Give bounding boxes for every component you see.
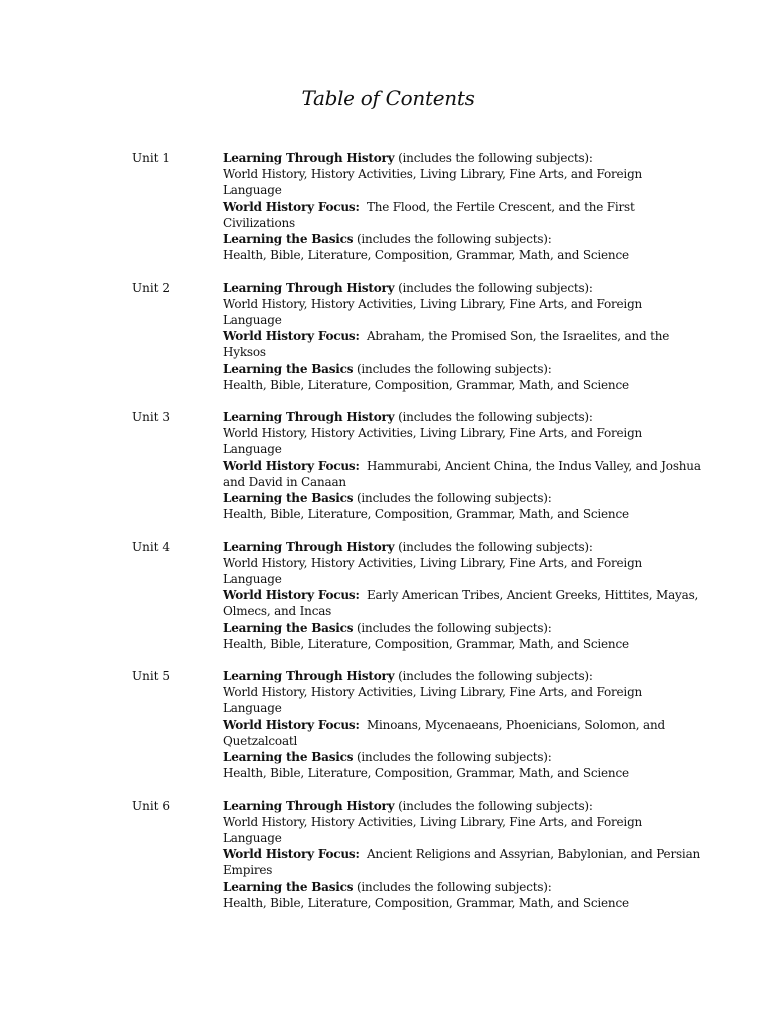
learning-the-basics-subjects: Health, Bible, Literature, Composition, Grammar, Math, and Science [223, 766, 629, 781]
learning-the-basics-subjects: Health, Bible, Literature, Composition, Grammar, Math, and Science [223, 507, 629, 522]
learning-through-history-heading: Learning Through History [223, 798, 395, 813]
page-title: Table of Contents [301, 86, 475, 110]
world-history-focus-heading: World History Focus: [223, 329, 360, 344]
world-history-focus-heading: World History Focus: [223, 847, 360, 862]
learning-through-history-line [223, 798, 703, 814]
learning-the-basics-suffix: (includes the following subjects): [353, 879, 552, 894]
world-history-focus-heading: World History Focus: [223, 588, 360, 603]
world-history-focus-text: Minoans, Mycenaeans, Phoenicians, Solomon, and Quetzalcoatl [223, 717, 669, 748]
world-history-focus-line [223, 458, 703, 490]
learning-through-history-suffix: (includes the following subjects): [394, 410, 593, 424]
learning-through-history-heading: Learning Through History [223, 669, 395, 683]
unit-entry-1 [0, 150, 770, 280]
learning-through-history-line [223, 409, 703, 425]
learning-the-basics-suffix: (includes the following subjects): [353, 361, 552, 376]
world-history-focus-heading: World History Focus: [223, 717, 360, 732]
world-history-focus-line [223, 587, 703, 619]
learning-through-history-heading: Learning Through History [223, 280, 395, 295]
learning-through-history-line [223, 539, 703, 555]
world-history-focus-line [223, 846, 703, 878]
learning-the-basics-subjects: Health, Bible, Literature, Composition, Grammar, Math, and Science [223, 248, 629, 263]
world-history-focus-text: Ancient Religions and Assyrian, Babylonian, and Persian Empires [223, 847, 704, 878]
learning-through-history-suffix: (includes the following subjects): [394, 669, 593, 683]
unit-entry-6 [0, 798, 770, 928]
learning-the-basics-line [223, 361, 703, 377]
world-history-focus-text: Early American Tribes, Ancient Greeks, Hittites, Mayas, Olmecs, and Incas [223, 588, 702, 619]
learning-through-history-line [223, 668, 703, 684]
learning-through-history-subjects: World History, History Activities, Living Library, Fine Arts, and Foreign Language [223, 814, 643, 845]
learning-the-basics-heading: Learning the Basics [223, 750, 354, 765]
unit-label: Unit 5 [132, 669, 170, 683]
world-history-focus-text: Hammurabi, Ancient China, the Indus Valley, and Joshua and David in Canaan [223, 458, 705, 489]
learning-through-history-heading: Learning Through History [223, 151, 395, 165]
unit-description [223, 150, 703, 263]
learning-through-history-line [223, 280, 703, 296]
learning-the-basics-heading: Learning the Basics [223, 491, 354, 506]
learning-through-history-heading: Learning Through History [223, 539, 395, 554]
unit-label: Unit 2 [132, 280, 170, 295]
learning-through-history-subjects: World History, History Activities, Living Library, Fine Arts, and Foreign Language [223, 296, 643, 327]
learning-the-basics-subjects: Health, Bible, Literature, Composition, Grammar, Math, and Science [223, 377, 629, 392]
learning-the-basics-line [223, 231, 703, 247]
unit-description [223, 409, 703, 522]
learning-the-basics-heading: Learning the Basics [223, 879, 354, 894]
learning-through-history-line [223, 150, 703, 166]
unit-description [223, 280, 703, 393]
world-history-focus-line [223, 199, 703, 231]
unit-label: Unit 4 [132, 539, 170, 554]
unit-description [223, 798, 703, 911]
unit-entry-5 [0, 668, 770, 798]
learning-the-basics-line [223, 749, 703, 765]
world-history-focus-text: Abraham, the Promised Son, the Israelites, and the Hyksos [223, 329, 673, 360]
learning-the-basics-suffix: (includes the following subjects): [353, 750, 552, 765]
world-history-focus-text: The Flood, the Fertile Crescent, and the First Civilizations [223, 199, 639, 230]
world-history-focus-line [223, 328, 703, 360]
learning-through-history-suffix: (includes the following subjects): [394, 798, 593, 813]
learning-the-basics-line [223, 490, 703, 506]
unit-entry-4 [0, 539, 770, 669]
unit-description [223, 668, 703, 781]
unit-description [223, 539, 703, 652]
learning-through-history-subjects: World History, History Activities, Living Library, Fine Arts, and Foreign Language [223, 555, 643, 586]
unit-entry-2 [0, 280, 770, 410]
learning-the-basics-suffix: (includes the following subjects): [353, 491, 552, 506]
learning-the-basics-heading: Learning the Basics [223, 361, 354, 376]
world-history-focus-line [223, 717, 703, 749]
learning-through-history-suffix: (includes the following subjects): [394, 280, 593, 295]
learning-through-history-subjects: World History, History Activities, Living Library, Fine Arts, and Foreign Language [223, 685, 643, 716]
learning-the-basics-suffix: (includes the following subjects): [353, 620, 552, 635]
learning-the-basics-line [223, 620, 703, 636]
learning-through-history-heading: Learning Through History [223, 410, 395, 424]
unit-label: Unit 1 [132, 151, 170, 165]
unit-entry-3 [0, 409, 770, 539]
world-history-focus-heading: World History Focus: [223, 458, 360, 473]
learning-through-history-suffix: (includes the following subjects): [394, 539, 593, 554]
unit-label: Unit 6 [132, 798, 170, 813]
learning-through-history-suffix: (includes the following subjects): [394, 151, 593, 165]
learning-through-history-subjects: World History, History Activities, Living Library, Fine Arts, and Foreign Language [223, 426, 643, 457]
world-history-focus-heading: World History Focus: [223, 199, 360, 214]
learning-the-basics-heading: Learning the Basics [223, 232, 354, 247]
learning-the-basics-line [223, 879, 703, 895]
unit-label: Unit 3 [132, 410, 170, 424]
learning-the-basics-heading: Learning the Basics [223, 620, 354, 635]
learning-the-basics-suffix: (includes the following subjects): [353, 232, 552, 247]
units-list [0, 150, 770, 927]
learning-the-basics-subjects: Health, Bible, Literature, Composition, Grammar, Math, and Science [223, 895, 629, 910]
learning-the-basics-subjects: Health, Bible, Literature, Composition, Grammar, Math, and Science [223, 636, 629, 651]
learning-through-history-subjects: World History, History Activities, Living Library, Fine Arts, and Foreign Language [223, 167, 643, 198]
